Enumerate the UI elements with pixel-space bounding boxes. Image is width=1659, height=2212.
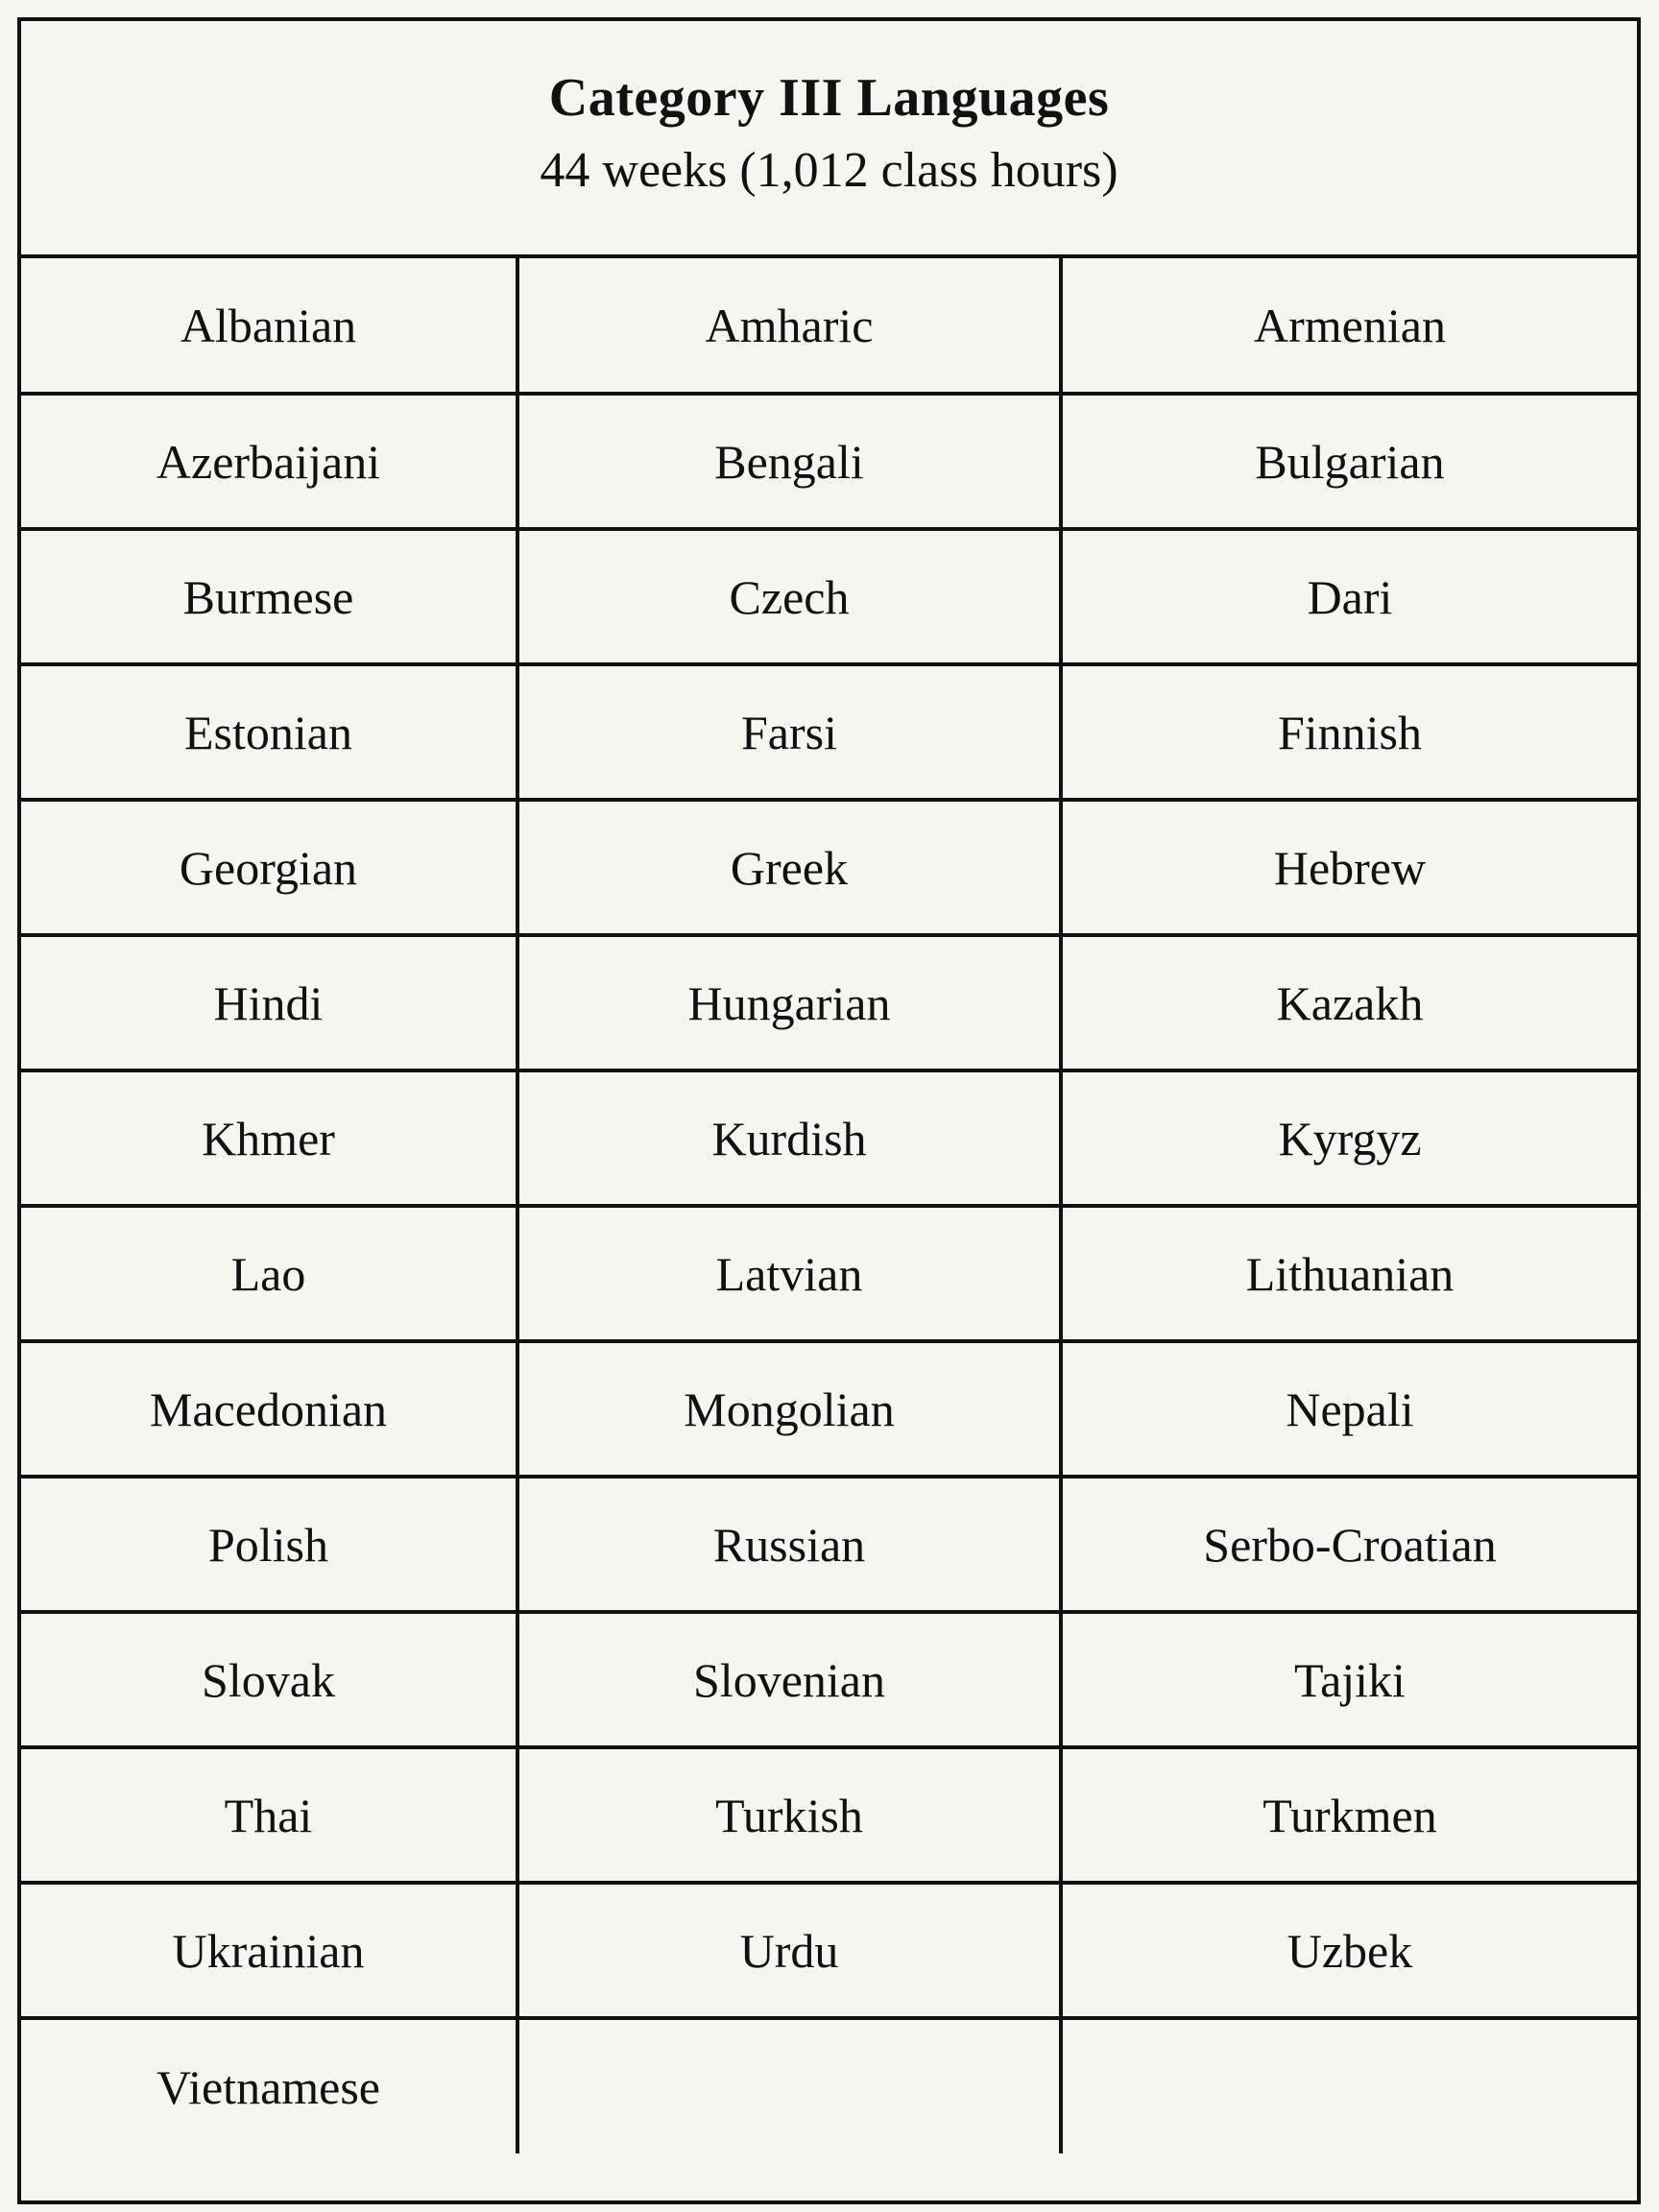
- table-row: [21, 800, 1637, 935]
- language-cell: Estonian: [21, 664, 517, 800]
- language-cell: Uzbek: [1061, 1883, 1637, 2018]
- table-row: [21, 1341, 1637, 1477]
- page-subtitle: 44 weeks (1,012 class hours): [540, 142, 1118, 198]
- table-row: [21, 1070, 1637, 1206]
- language-cell: Greek: [517, 800, 1061, 935]
- language-cell: Vietnamese: [21, 2018, 517, 2153]
- language-cell: Nepali: [1061, 1341, 1637, 1477]
- table-row: [21, 1477, 1637, 1612]
- table-row: [21, 529, 1637, 664]
- table-row: [21, 1206, 1637, 1341]
- table-row: [21, 258, 1637, 394]
- language-cell: Kurdish: [517, 1070, 1061, 1206]
- language-cell: Lao: [21, 1206, 517, 1341]
- language-cell: Slovak: [21, 1612, 517, 1747]
- table-row: [21, 935, 1637, 1070]
- language-cell: Bengali: [517, 394, 1061, 529]
- language-cell: Hebrew: [1061, 800, 1637, 935]
- language-cell: Farsi: [517, 664, 1061, 800]
- language-cell: Georgian: [21, 800, 517, 935]
- language-cell: Czech: [517, 529, 1061, 664]
- language-cell: Hindi: [21, 935, 517, 1070]
- language-cell: Azerbaijani: [21, 394, 517, 529]
- language-cell: Polish: [21, 1477, 517, 1612]
- language-cell: Hungarian: [517, 935, 1061, 1070]
- language-cell: Mongolian: [517, 1341, 1061, 1477]
- language-cell: Macedonian: [21, 1341, 517, 1477]
- language-cell: Urdu: [517, 1883, 1061, 2018]
- language-cell: Russian: [517, 1477, 1061, 1612]
- language-cell: [1061, 2018, 1637, 2153]
- language-cell: Lithuanian: [1061, 1206, 1637, 1341]
- language-cell: Bulgarian: [1061, 394, 1637, 529]
- language-cell: Finnish: [1061, 664, 1637, 800]
- language-cell: Latvian: [517, 1206, 1061, 1341]
- language-table: [17, 17, 1641, 2204]
- table-row: [21, 2018, 1637, 2153]
- grid-body: [21, 258, 1637, 2153]
- language-cell: Kazakh: [1061, 935, 1637, 1070]
- table-row: [21, 1883, 1637, 2018]
- language-cell: Thai: [21, 1747, 517, 1883]
- language-cell: Dari: [1061, 529, 1637, 664]
- language-cell: Burmese: [21, 529, 517, 664]
- table-row: [21, 1612, 1637, 1747]
- language-cell: Ukrainian: [21, 1883, 517, 2018]
- table-row: [21, 1747, 1637, 1883]
- language-cell: Turkmen: [1061, 1747, 1637, 1883]
- language-cell: Tajiki: [1061, 1612, 1637, 1747]
- language-cell: Amharic: [517, 258, 1061, 394]
- page-title: Category III Languages: [548, 68, 1110, 129]
- language-cell: Turkish: [517, 1747, 1061, 1883]
- table-header: [21, 21, 1637, 258]
- language-cell: Kyrgyz: [1061, 1070, 1637, 1206]
- languages-grid: [21, 258, 1637, 2153]
- language-cell: Albanian: [21, 258, 517, 394]
- language-cell: Khmer: [21, 1070, 517, 1206]
- language-cell: [517, 2018, 1061, 2153]
- language-cell: Serbo-Croatian: [1061, 1477, 1637, 1612]
- language-cell: Slovenian: [517, 1612, 1061, 1747]
- table-row: [21, 394, 1637, 529]
- table-row: [21, 664, 1637, 800]
- language-cell: Armenian: [1061, 258, 1637, 394]
